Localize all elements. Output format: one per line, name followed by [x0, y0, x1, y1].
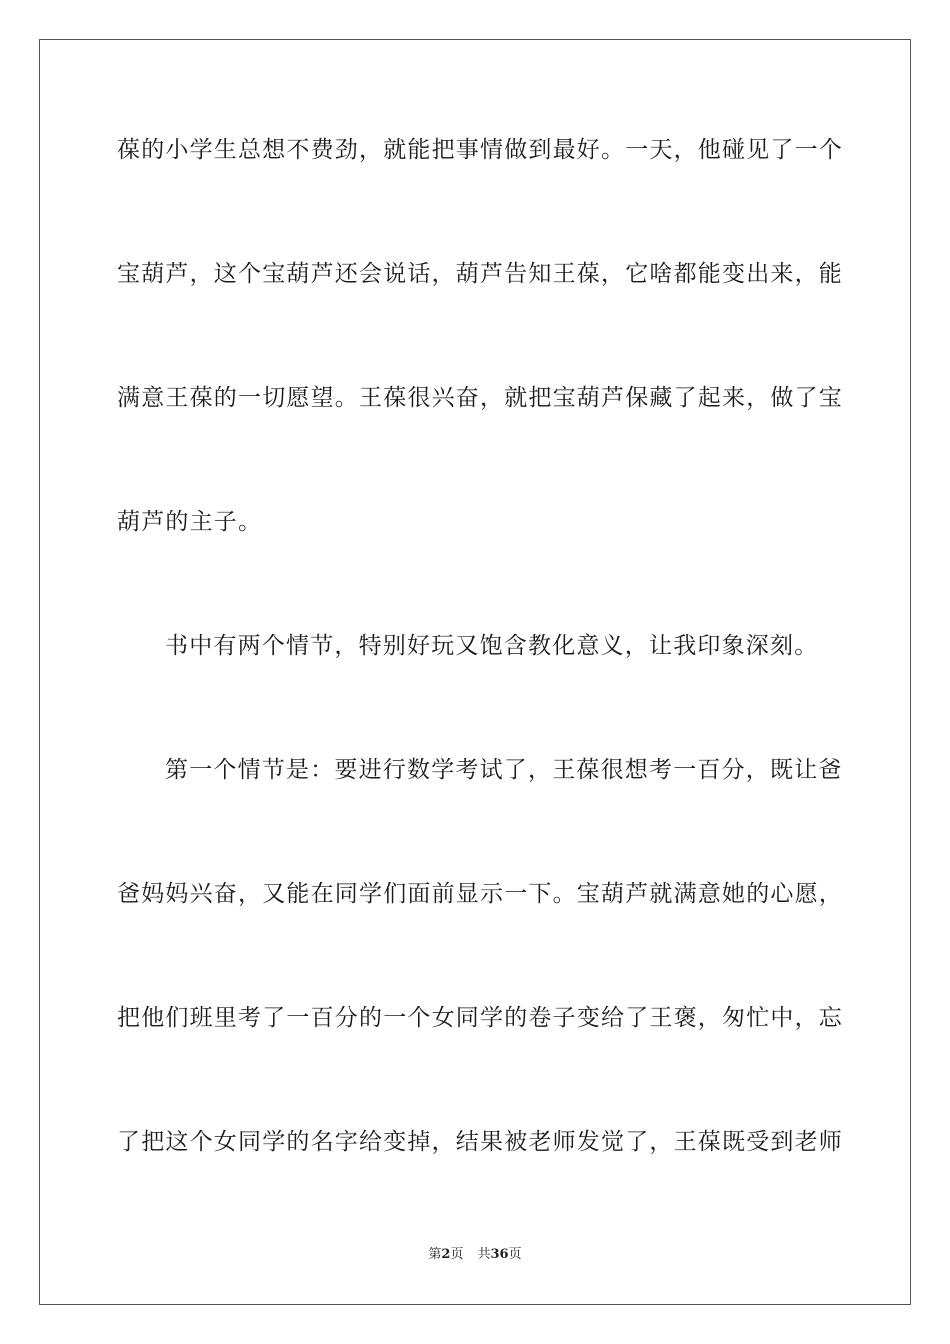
body-text-line: 满意王葆的一切愿望。王葆很兴奋，就把宝葫芦保藏了起来，做了宝	[117, 385, 843, 411]
paragraph-first-line: 第一个情节是：要进行数学考试了，王葆很想考一百分，既让爸	[165, 757, 843, 783]
body-text-line: 葆的小学生总想不费劲，就能把事情做到最好。一天，他碰见了一个	[117, 137, 843, 163]
paragraph-first-line: 书中有两个情节，特别好玩又饱含教化意义，让我印象深刻。	[165, 633, 819, 659]
total-suffix: 页	[508, 1247, 522, 1262]
body-text-line: 了把这个女同学的名字给变掉，结果被老师发觉了，王葆既受到老师	[117, 1129, 843, 1155]
total-prefix: 共	[477, 1247, 491, 1262]
page-border	[39, 39, 911, 1305]
page-prefix: 第	[428, 1247, 442, 1262]
body-text-line: 爸妈妈兴奋，又能在同学们面前显示一下。宝葫芦就满意她的心愿，	[117, 881, 843, 907]
total-pages: 36	[490, 1247, 509, 1262]
page-number: 2	[441, 1247, 451, 1262]
page-footer	[0, 1246, 950, 1264]
page-suffix: 页	[450, 1247, 464, 1262]
body-text-line: 葫芦的主子。	[117, 509, 263, 535]
body-text-line: 把他们班里考了一百分的一个女同学的卷子变给了王褒，匆忙中，忘	[117, 1005, 843, 1031]
body-text-line: 宝葫芦，这个宝葫芦还会说话，葫芦告知王葆，它啥都能变出来，能	[117, 261, 843, 287]
